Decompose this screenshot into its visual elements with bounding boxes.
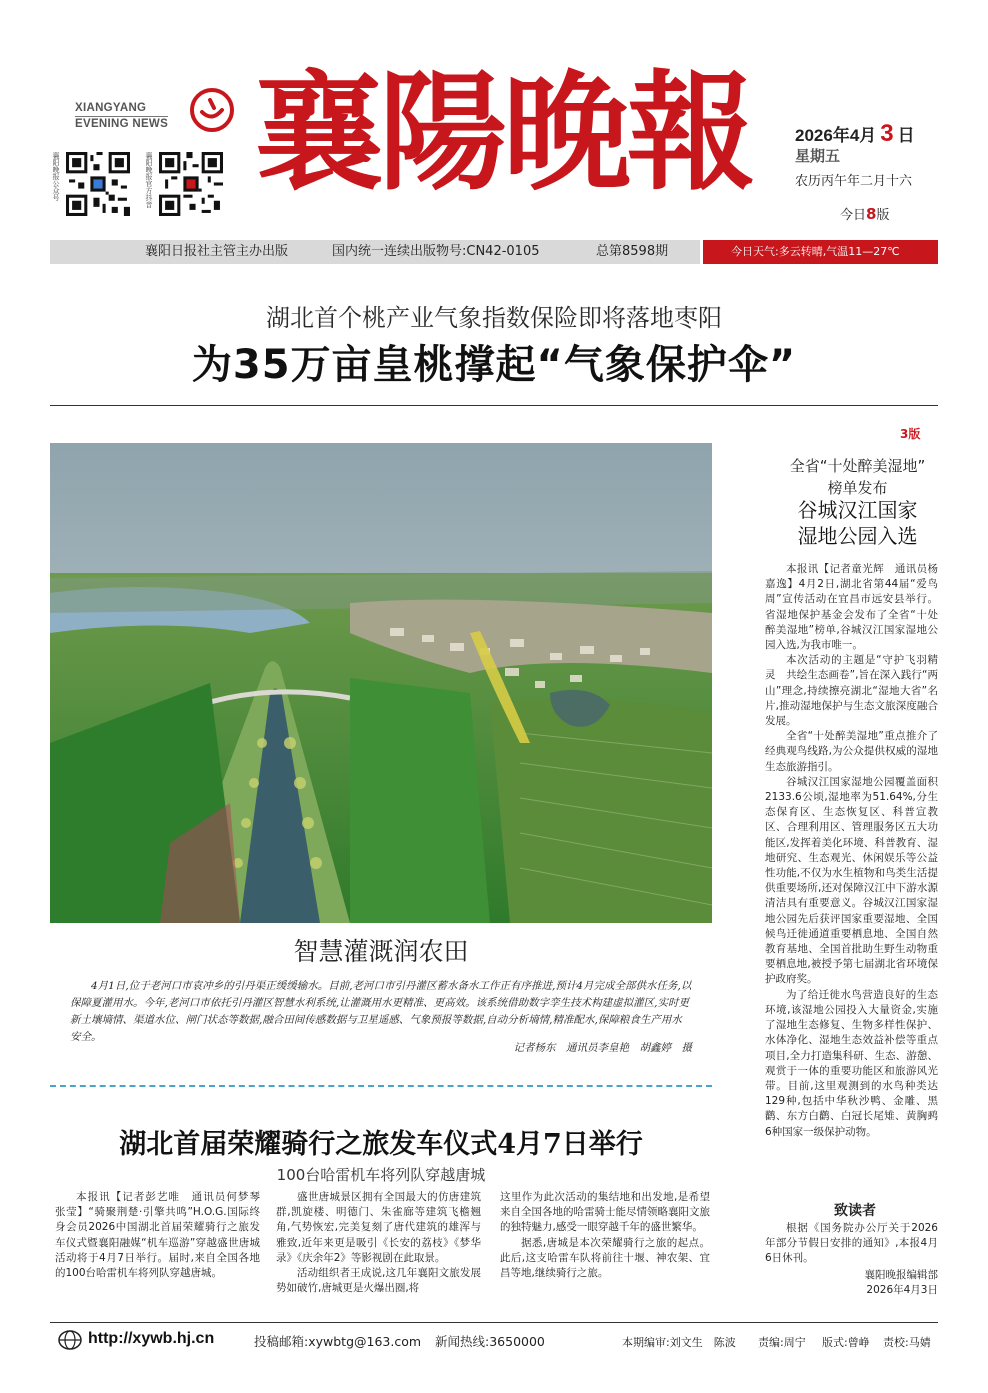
side-kicker-line2: 榜单发布 [827,479,888,497]
issue-date [795,120,915,148]
news-hotline: 新闻热线:3650000 [435,1334,545,1349]
side-story-kicker [760,455,955,499]
side-title-line1: 谷城汉江国家 [797,498,918,522]
story2-paragraph: 据悉,唐城是本次荣耀骑行之旅的起点。此后,这支哈雷车队将前往十堰、神农架、宜昌等地,继续骑行之旅。 [500,1236,710,1280]
reader-notice-title: 致读者 [834,1203,876,1219]
qr-code-douyin-icon[interactable] [159,152,223,216]
story2-headline[interactable]: 湖北首届荣耀骑行之旅发车仪式4月7日举行 [119,1129,643,1160]
date-day: 3 [880,120,894,147]
side-paragraph: 为了给迁徙水鸟营造良好的生态环境,该湿地公园投入大量资金,实施了湿地生态修复、生物多样性保护、水体净化、湿地生态效益补偿等重点项目,全力打造集科研、生态、游憩、观赏于一体的重要功能区和旅游风光带。目前,这里观测到的水鸟种类达129种,包括中华秋沙鸭、金雕、黑鹳、东方白鹳、白冠长尾雉、黄胸鹀6种国家一级保护动物。 [765,988,938,1138]
footer-proofreader: 责校:马婧 [883,1336,931,1349]
footer-duty-editor: 责编:周宁 [758,1336,806,1349]
story2-paragraph: 活动组织者王成说,这几年襄阳文旅发展势如破竹,唐城更是火爆出圈,将 [276,1267,481,1295]
side-title-line2: 湿地公园入选 [797,524,918,548]
masthead-english-name [75,101,185,132]
side-story-title[interactable] [760,497,955,549]
reader-notice-body: 根据《国务院办公厅关于2026年部分节假日安排的通知》,本报4月6日休刊。 [765,1222,938,1264]
newspaper-logo-icon [190,88,234,132]
qr-caption-douyin: 襄阳晚报官方抖音 [145,152,153,208]
masthead-english-line1: XIANGYANG [75,102,147,114]
footer-divider [50,1322,938,1323]
side-paragraph: 本报讯【记者童光辉 通讯员杨嘉逸】4月2日,湖北省第44届“爱鸟周”宣传活动在宜昌市远安县举行。省湿地保护基金会发布了全省“十处醉美湿地”榜单,谷城汉江国家湿地公园入选,为我市唯一。 [765,563,938,652]
side-paragraph: 谷城汉江国家湿地公园覆盖面积2133.6公顷,湿地率为51.64%,分生态保育区、生态恢复区、科普宣教区、合理利用区、管理服务区五大功能区,发挥着美化环境、科普教育、湿地研究、生态观光、休闲娱乐等公益性功能,不仅为水生植物和鸟类生活提供重要场所,还对保障汉江中下游水源清洁具有重要意义。谷城汉江国家湿地公园先后获评国家重要湿地、全国候鸟迁徙通道重要栖息地、全国自然教育基地、全国首批助生野生动物重要栖息地,被授予第七届湖北省环境保护政府奖。 [765,775,938,986]
lead-page-reference[interactable]: 3版 [900,427,921,441]
weather-bar: 今日天气:多云转晴,气温11—27℃ [703,240,938,264]
globe-icon [58,1330,82,1350]
issue-weekday: 星期五 [795,147,841,165]
side-paragraph: 全省“十处醉美湿地”重点推介了经典观鸟线路,为公众提供权威的湿地生态旅游指引。 [765,730,938,773]
edition-count [840,204,889,223]
footer-editor: 本期编审:刘文生 陈波 [622,1336,736,1349]
qr-caption-wechat: 襄阳晚报公众号 [52,152,60,201]
story2-paragraph: 盛世唐城景区拥有全国最大的仿唐建筑群,凯旋楼、明德门、朱雀廊等建筑飞檐翘角,气势恢宏,完美复刻了唐代建筑的雄浑与雅致,近年来更是吸引《长安的荔枝》《梦华录》《庆余年2》等影视剧在此取景。 [276,1191,481,1264]
lead-kicker: 湖北首个桃产业气象指数保险即将落地枣阳 [266,304,722,332]
story2-column-3 [500,1190,710,1281]
date-suffix: 日 [897,126,915,145]
story2-paragraph: 本报讯【记者彭艺唯 通讯员何梦琴 张莹】“骑聚荆楚·引擎共鸣”H.O.G.国际终身会员2026中国湖北首届荣耀骑行之旅发车仪式暨襄阳融媒“机车巡游”穿越盛世唐城活动将于4月7日举行。届时,来自全国各地的100台哈雷机车将列队穿越唐城。 [55,1191,271,1280]
story2-subtitle: 100台哈雷机车将列队穿越唐城 [276,1166,486,1184]
submission-email[interactable]: 投稿邮箱:xywbtg@163.com [254,1334,422,1349]
side-paragraph: 本次活动的主题是“守护飞羽精灵 共绘生态画卷”,旨在深入践行“两山”理念,持续擦亮湖北“湿地大省”名片,推动湿地保护与生态文旅深度融合发展。 [765,654,938,728]
issue-lunar-date: 农历丙午年二月十六 [795,174,913,189]
photo-credit: 记者杨东 通讯员李皇艳 胡鑫婷 摄 [513,1042,692,1054]
issue-number-text: 总第8598期 [596,244,669,259]
side-kicker-line1: 全省“十处醉美湿地” [789,457,926,475]
footer-layout: 版式:曾峥 [822,1336,870,1349]
photo-story-title: 智慧灌溉润农田 [293,937,469,966]
story2-column-1 [55,1190,271,1281]
edition-prefix: 今日 [840,208,867,223]
masthead-english-line2: EVENING NEWS [75,118,169,130]
publisher-text: 襄阳日报社主管主办出版 [145,244,289,259]
story2-column-2 [276,1190,481,1296]
reader-notice-signature [765,1268,938,1298]
headline-divider [50,405,938,406]
cn-number-text: 国内统一连续出版物号:CN42-0105 [332,244,540,259]
qr-code-wechat-icon[interactable] [66,152,130,216]
date-prefix: 2026年4月 [795,126,877,145]
story2-paragraph: 这里作为此次活动的集结地和出发地,是希望来自全国各地的哈雷骑士能尽情领略襄阳文旅的独特魅力,感受一眼穿越千年的盛世繁华。 [500,1191,710,1234]
notice-date: 2026年4月3日 [866,1284,938,1296]
edition-suffix: 版 [876,208,890,223]
photo-caption: 4月1日,位于老河口市袁冲乡的引丹渠正缓缓输水。目前,老河口市引丹灌区蓄水备水工作正有序推进,预计4月完成全部供水任务,以保障夏灌用水。今年,老河口市依托引丹灌区智慧水利系统,让灌溉用水更精准、更高效。该系统借助数字孪生技术构建虚拟灌区,实时更新土壤墒情、渠道水位、闸门状态等数据,融合田间传感数据与卫星遥感、气象预报等数据,自动分析墒情,精准配水,保障粮食生产用水安全。 [70,980,692,1043]
notice-signer: 襄阳晚报编辑部 [864,1269,938,1281]
website-link[interactable]: http://xywb.hj.cn [88,1330,215,1347]
newspaper-title: 襄陽晚報 [255,58,752,208]
side-story-body [765,562,938,1140]
lead-headline[interactable]: 为35万亩皇桃撑起“气象保护伞” [191,342,797,388]
aerial-farmland-photo [50,443,712,923]
publication-info-bar [50,240,700,264]
section-dashed-divider [50,1085,712,1087]
edition-number: 8 [866,205,877,223]
